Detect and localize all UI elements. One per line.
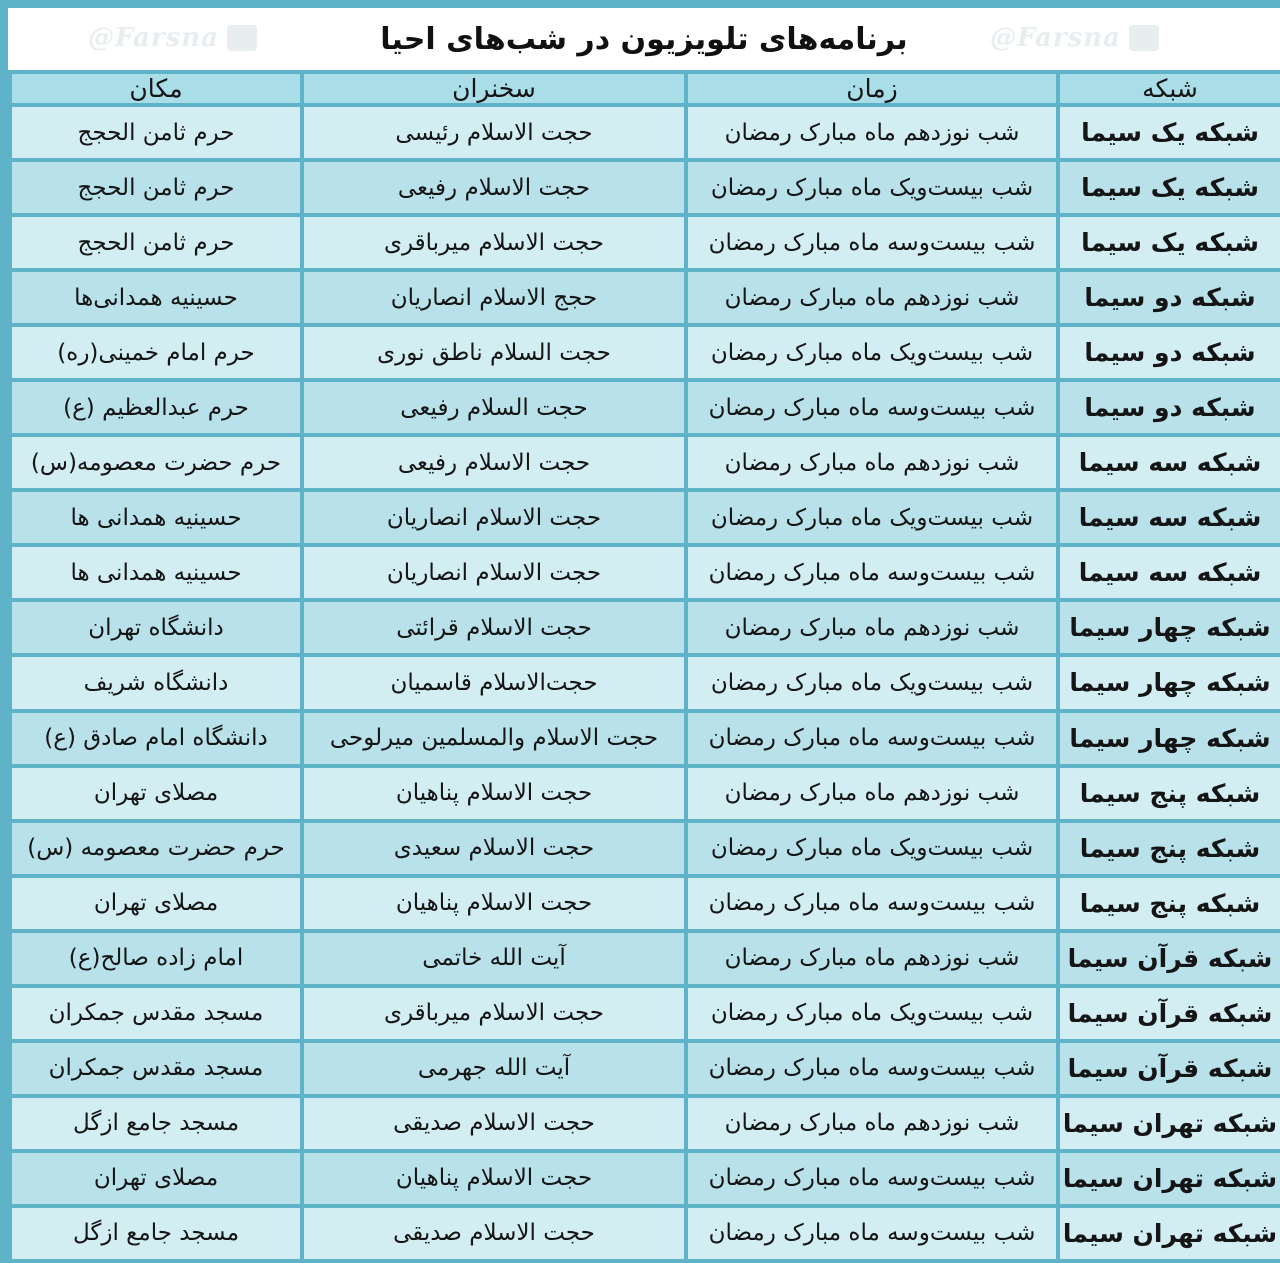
cell-time: شب بیست‌ویک ماه مبارک رمضان [688, 657, 1056, 708]
cell-speaker: حجت الاسلام پناهیان [304, 768, 684, 819]
cell-time: شب نوزدهم ماه مبارک رمضان [688, 107, 1056, 158]
table-row [12, 768, 1280, 819]
cell-network: شبکه سه سیما [1060, 492, 1280, 543]
cell-speaker: حجت الاسلام میرباقری [304, 988, 684, 1039]
cell-network: شبکه پنج سیما [1060, 878, 1280, 929]
cell-network: شبکه یک سیما [1060, 162, 1280, 213]
cell-speaker: حجت الاسلام قرائتی [304, 602, 684, 653]
table-row [12, 878, 1280, 929]
cell-time: شب نوزدهم ماه مبارک رمضان [688, 437, 1056, 488]
table-row [12, 107, 1280, 158]
cell-time: شب بیست‌ویک ماه مبارک رمضان [688, 492, 1056, 543]
cell-place: حرم حضرت معصومه (س) [12, 823, 300, 874]
cell-speaker: حجت الاسلام انصاریان [304, 492, 684, 543]
table-row [12, 988, 1280, 1039]
cell-place: حسینیه همدانی ها [12, 547, 300, 598]
table-row [12, 547, 1280, 598]
cell-time: شب بیست‌وسه ماه مبارک رمضان [688, 217, 1056, 268]
header-time: زمان [688, 74, 1056, 103]
cell-place: دانشگاه تهران [12, 602, 300, 653]
header-place: مکان [12, 74, 300, 103]
cell-time: شب بیست‌ویک ماه مبارک رمضان [688, 988, 1056, 1039]
cell-network: شبکه قرآن سیما [1060, 988, 1280, 1039]
cell-speaker: حجت الاسلام سعیدی [304, 823, 684, 874]
cell-place: مصلای تهران [12, 1153, 300, 1204]
table-row [12, 1043, 1280, 1094]
cell-network: شبکه تهران سیما [1060, 1153, 1280, 1204]
cell-speaker: حجت‌الاسلام قاسمیان [304, 657, 684, 708]
cell-network: شبکه دو سیما [1060, 272, 1280, 323]
table-row [12, 823, 1280, 874]
table-row [12, 1098, 1280, 1149]
cell-network: شبکه دو سیما [1060, 382, 1280, 433]
watermark-text: @Farsna [88, 23, 219, 53]
cell-time: شب بیست‌وسه ماه مبارک رمضان [688, 1153, 1056, 1204]
cell-time: شب نوزدهم ماه مبارک رمضان [688, 933, 1056, 984]
cell-speaker: حجت الاسلام صدیقی [304, 1098, 684, 1149]
cell-place: مسجد جامع ازگل [12, 1098, 300, 1149]
cell-time: شب بیست‌وسه ماه مبارک رمضان [688, 1208, 1056, 1259]
cell-time: شب نوزدهم ماه مبارک رمضان [688, 602, 1056, 653]
cell-network: شبکه سه سیما [1060, 437, 1280, 488]
cell-speaker: حجت الاسلام رفیعی [304, 162, 684, 213]
cell-network: شبکه سه سیما [1060, 547, 1280, 598]
cell-network: شبکه تهران سیما [1060, 1208, 1280, 1259]
header-row [12, 74, 1280, 103]
title-bar [8, 8, 1280, 70]
cell-place: مسجد مقدس جمکران [12, 988, 300, 1039]
cell-speaker: حجت الاسلام والمسلمین میرلوحی [304, 713, 684, 764]
cell-speaker: حجت الاسلام میرباقری [304, 217, 684, 268]
cell-place: حرم ثامن الحجج [12, 162, 300, 213]
cell-time: شب نوزدهم ماه مبارک رمضان [688, 272, 1056, 323]
table-row [12, 657, 1280, 708]
cell-place: حرم ثامن الحجج [12, 217, 300, 268]
cell-place: مسجد مقدس جمکران [12, 1043, 300, 1094]
cell-time: شب بیست‌ویک ماه مبارک رمضان [688, 162, 1056, 213]
cell-speaker: حجج الاسلام انصاریان [304, 272, 684, 323]
header-network: شبکه [1060, 74, 1280, 103]
cell-network: شبکه یک سیما [1060, 217, 1280, 268]
cell-speaker: حجت الاسلام پناهیان [304, 1153, 684, 1204]
cell-time: شب بیست‌وسه ماه مبارک رمضان [688, 382, 1056, 433]
cell-place: حرم ثامن الحجج [12, 107, 300, 158]
cell-network: شبکه چهار سیما [1060, 713, 1280, 764]
header-speaker: سخنران [304, 74, 684, 103]
cell-network: شبکه پنج سیما [1060, 768, 1280, 819]
page-title: برنامه‌های تلویزیون در شب‌های احیا [380, 21, 908, 57]
cell-place: حسینیه همدانی‌ها [12, 272, 300, 323]
table-row [12, 713, 1280, 764]
table-row [12, 217, 1280, 268]
cell-place: مسجد جامع ازگل [12, 1208, 300, 1259]
cell-network: شبکه چهار سیما [1060, 602, 1280, 653]
cell-speaker: حجت الاسلام رئیسی [304, 107, 684, 158]
cell-place: مصلای تهران [12, 878, 300, 929]
cell-speaker: حجت السلام رفیعی [304, 382, 684, 433]
watermark-text: @Farsna [990, 23, 1121, 53]
cell-place: حرم حضرت معصومه(س) [12, 437, 300, 488]
cell-speaker: حجت الاسلام انصاریان [304, 547, 684, 598]
cell-place: دانشگاه امام صادق (ع) [12, 713, 300, 764]
watermark-logo-icon [1129, 25, 1159, 51]
cell-speaker: حجت السلام ناطق نوری [304, 327, 684, 378]
table-row [12, 933, 1280, 984]
cell-place: حرم عبدالعظیم (ع) [12, 382, 300, 433]
cell-network: شبکه پنج سیما [1060, 823, 1280, 874]
cell-network: شبکه تهران سیما [1060, 1098, 1280, 1149]
cell-time: شب نوزدهم ماه مبارک رمضان [688, 1098, 1056, 1149]
cell-place: امام زاده صالح(ع) [12, 933, 300, 984]
table-row [12, 1208, 1280, 1259]
cell-time: شب بیست‌ویک ماه مبارک رمضان [688, 823, 1056, 874]
cell-speaker: حجت الاسلام رفیعی [304, 437, 684, 488]
watermark-left [88, 18, 257, 58]
cell-network: شبکه قرآن سیما [1060, 1043, 1280, 1094]
cell-speaker: آیت الله جهرمی [304, 1043, 684, 1094]
cell-network: شبکه چهار سیما [1060, 657, 1280, 708]
table-row [12, 437, 1280, 488]
cell-speaker: حجت الاسلام پناهیان [304, 878, 684, 929]
cell-speaker: حجت الاسلام صدیقی [304, 1208, 684, 1259]
table-row [12, 162, 1280, 213]
cell-time: شب نوزدهم ماه مبارک رمضان [688, 768, 1056, 819]
cell-place: دانشگاه شریف [12, 657, 300, 708]
cell-place: حسینیه همدانی ها [12, 492, 300, 543]
cell-network: شبکه دو سیما [1060, 327, 1280, 378]
table-row [12, 382, 1280, 433]
cell-network: شبکه قرآن سیما [1060, 933, 1280, 984]
cell-speaker: آیت الله خاتمی [304, 933, 684, 984]
cell-time: شب بیست‌وسه ماه مبارک رمضان [688, 878, 1056, 929]
cell-time: شب بیست‌وسه ماه مبارک رمضان [688, 1043, 1056, 1094]
cell-network: شبکه یک سیما [1060, 107, 1280, 158]
schedule-table [8, 70, 1280, 1263]
watermark-right [990, 18, 1159, 58]
cell-time: شب بیست‌وسه ماه مبارک رمضان [688, 547, 1056, 598]
table-row [12, 1153, 1280, 1204]
table-row [12, 492, 1280, 543]
cell-place: حرم امام خمینی(ره) [12, 327, 300, 378]
watermark-logo-icon [227, 25, 257, 51]
table-row [12, 327, 1280, 378]
table-row [12, 602, 1280, 653]
cell-time: شب بیست‌ویک ماه مبارک رمضان [688, 327, 1056, 378]
cell-time: شب بیست‌وسه ماه مبارک رمضان [688, 713, 1056, 764]
cell-place: مصلای تهران [12, 768, 300, 819]
table-row [12, 272, 1280, 323]
